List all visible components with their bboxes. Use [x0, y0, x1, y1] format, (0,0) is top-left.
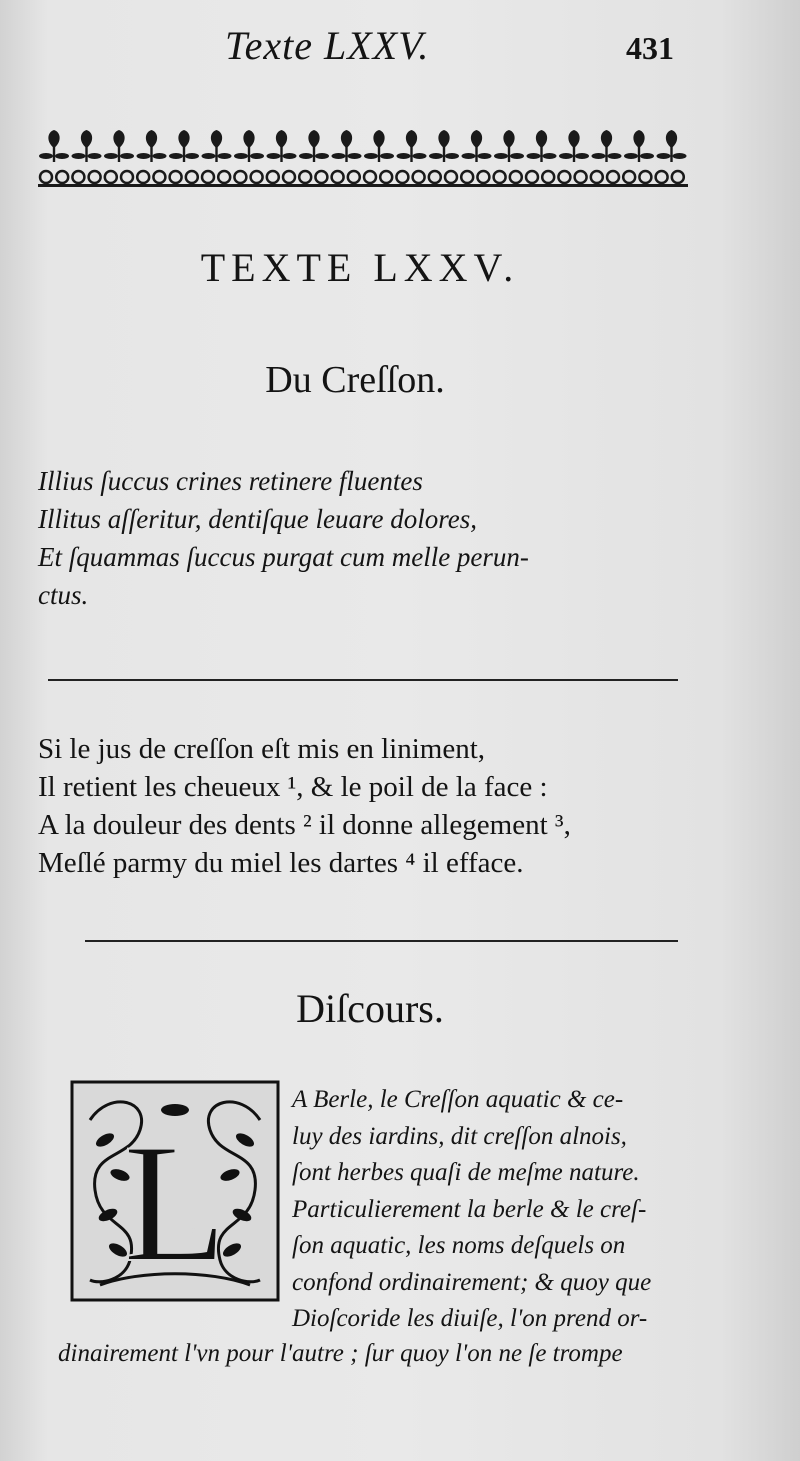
text-line: A Berle, le Creſſon aquatic & ce- [292, 1086, 624, 1113]
ornamental-drop-cap-icon [70, 1080, 280, 1302]
discours-title: Diſcours. [296, 986, 444, 1031]
text-line: Particulierement la berle & le creſ- [292, 1195, 647, 1223]
text-line: luy des iardins, dit creſſon alnois, [292, 1122, 627, 1150]
page-number: 431 [626, 30, 674, 66]
latin-verse-line: Et ſquammas ſuccus purgat cum melle perun- [38, 542, 529, 572]
french-verse-line: A la douleur des dents ² il donne allegement ³, [38, 809, 571, 841]
text-line: dinairement l'vn pour l'autre ; ſur quoy l'on ne ſe trompe [58, 1340, 623, 1367]
french-verse-line: Il retient les cheueux ¹, & le poil de la face : [38, 771, 548, 803]
svg-text:L: L [123, 1109, 227, 1297]
french-verse [38, 730, 688, 882]
running-head: Texte LXXV. [225, 23, 430, 68]
text-line: confond ordinairement; & quoy que [292, 1268, 652, 1296]
discours-text-beside-cap [292, 1082, 722, 1338]
section-subtitle: Du Creſſon. [265, 359, 445, 401]
text-line: Dioſcoride les diuiſe, l'on prend or- [292, 1305, 648, 1332]
latin-verse-line: ctus. [38, 580, 89, 610]
text-line: ſon aquatic, les noms deſquels on [292, 1232, 626, 1259]
discours-text-full-width [58, 1336, 728, 1373]
latin-verse [38, 462, 688, 614]
horizontal-rule [85, 940, 678, 942]
french-verse-line: Si le jus de creſſon eſt mis en liniment, [38, 733, 486, 765]
text-line: ſont herbes quaſi de meſme nature. [292, 1159, 640, 1186]
section-title: TEXTE LXXV. [200, 245, 520, 290]
latin-verse-line: Illitus aſſeritur, dentiſque leuare dolores, [38, 504, 477, 534]
french-verse-line: Meſlé parmy du miel les dartes ⁴ il efface. [38, 847, 524, 879]
floral-ornament-band [38, 126, 688, 188]
horizontal-rule [48, 679, 678, 681]
latin-verse-line: Illius ſuccus crines retinere fluentes [38, 466, 423, 496]
